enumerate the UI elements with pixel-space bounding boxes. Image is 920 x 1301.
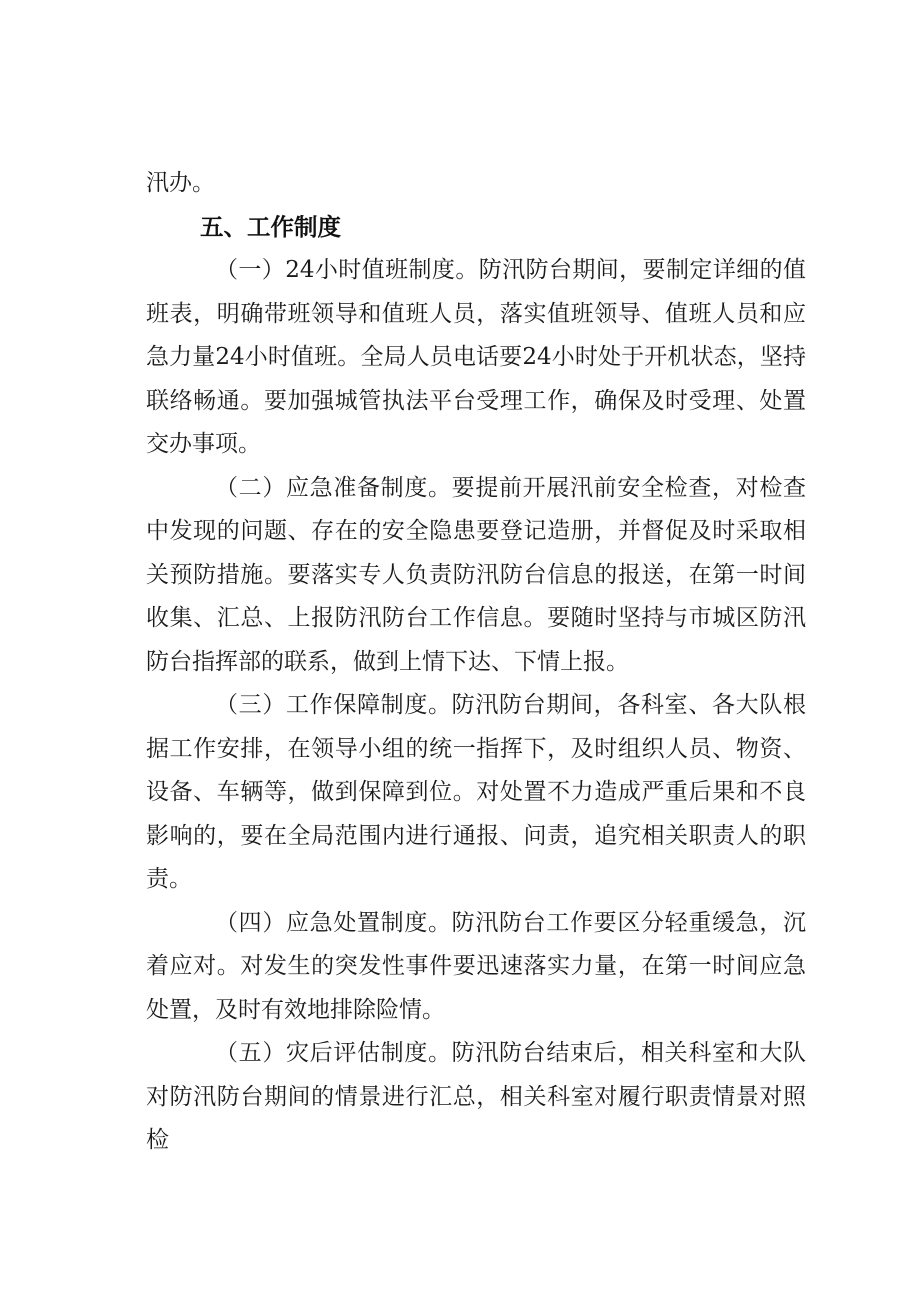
paragraph-work-guarantee: （三）工作保障制度。防汛防台期间，各科室、各大队根据工作安排，在领导小组的统一指挥下，及时组织人员、物资、设备、车辆等，做到保障到位。对处置不力造成严重后果和不良影响的，要在全局范围内进行通报、问责，追究相关职责人的职责。 [146,692,806,892]
paragraph-duty-system: （一）24小时值班制度。防汛防台期间，要制定详细的值班表，明确带班领导和值班人员，落实值班领导、值班人员和应急力量24小时值班。全局人员电话要24小时处于开机状态，坚持联络畅通。要加强城管执法平台受理工作，确保及时受理、处置交办事项。 [146,257,806,457]
paragraph-emergency-handling: （四）应急处置制度。防汛防台工作要区分轻重缓急，沉着应对。对发生的突发性事件要迅速落实力量，在第一时间应急处置，及时有效地排除险情。 [146,909,806,1023]
section-heading: 五、工作制度 [200,212,341,241]
continuation-text: 汛办。 [146,170,215,196]
paragraph-post-disaster-assessment: （五）灾后评估制度。防汛防台结束后，相关科室和大队对防汛防台期间的情景进行汇总，相关科室对履行职责情景对照检 [146,1040,806,1153]
paragraph-emergency-preparation: （二）应急准备制度。要提前开展汛前安全检查，对检查中发现的问题、存在的安全隐患要登记造册，并督促及时采取相关预防措施。要落实专人负责防汛防台信息的报送，在第一时间收集、汇总、上报防汛防台工作信息。要随时坚持与市城区防汛防台指挥部的联系，做到上情下达、下情上报。 [146,474,806,675]
document-body [146,162,806,1163]
